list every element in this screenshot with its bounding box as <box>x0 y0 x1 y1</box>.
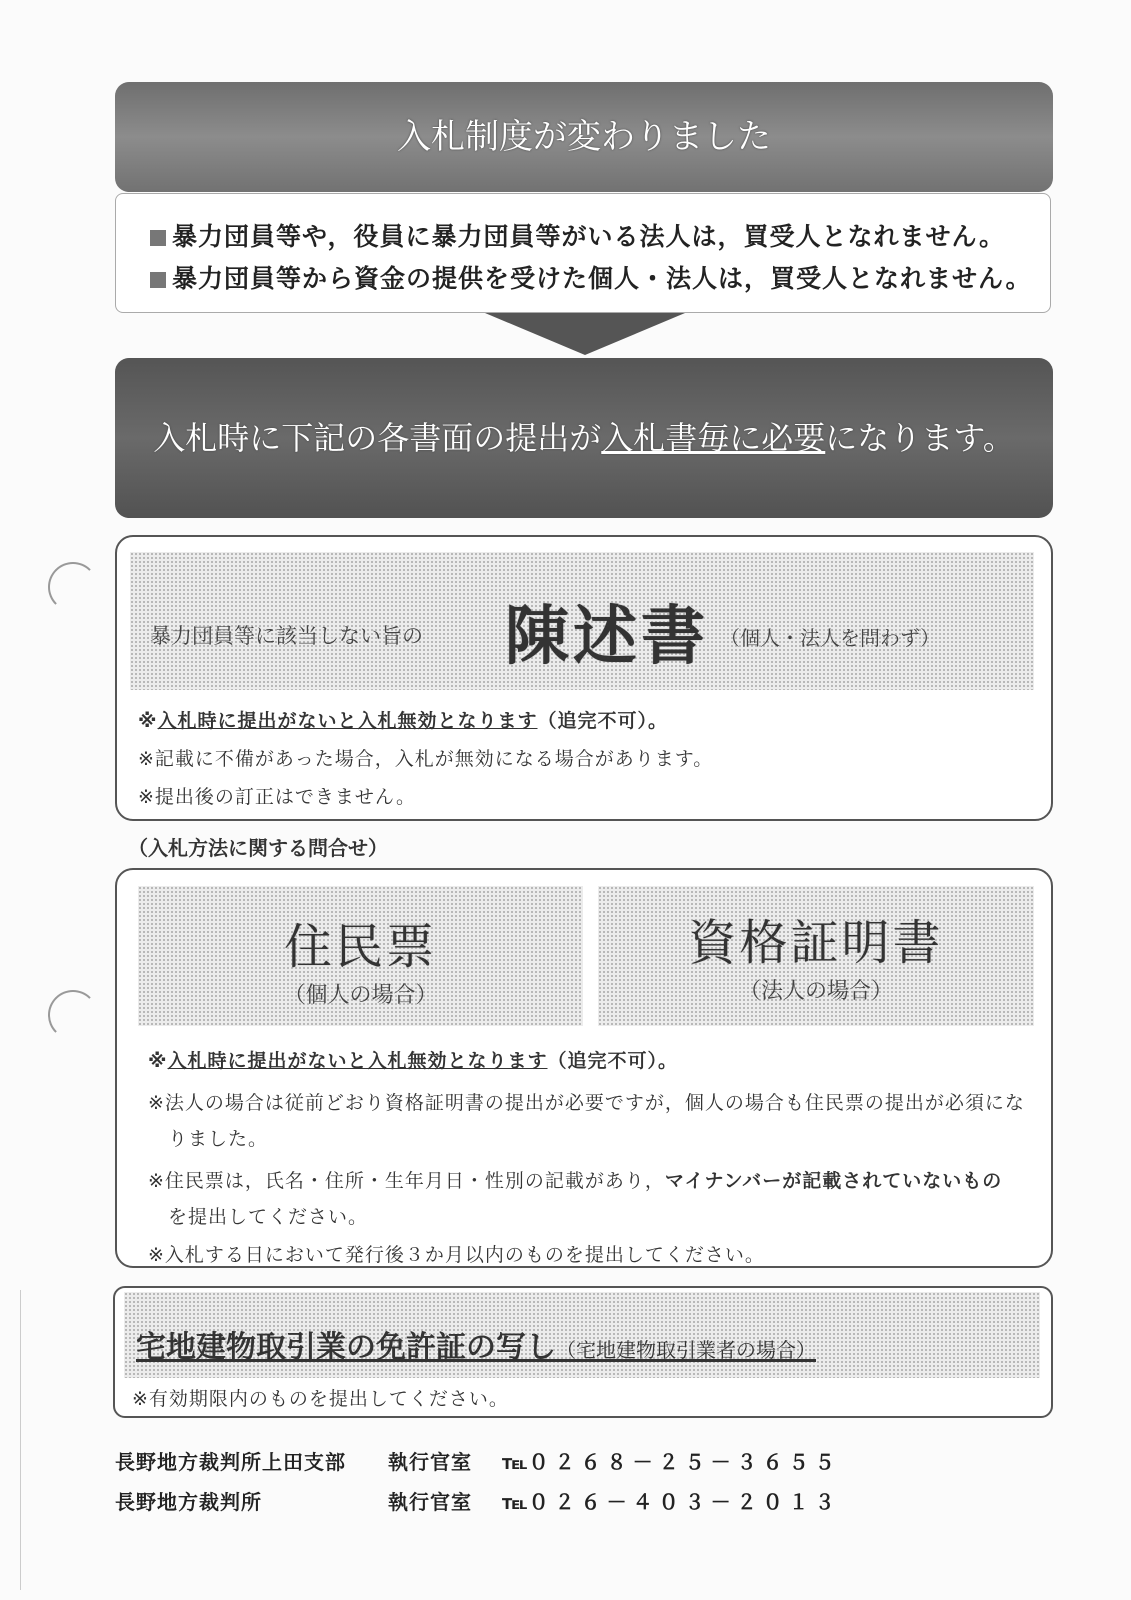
certificate-note-3b: を提出してください。 <box>168 1206 369 1228</box>
headline-title: 入札制度が変わりました <box>397 117 771 157</box>
requirement-emphasis: 入札書毎に必要 <box>601 419 826 457</box>
contact-phone: ℡０２６－４０３－２０１３ <box>502 1490 841 1514</box>
certificate-note-1: ※入札時に提出がないと入札無効となります（追完不可）。 <box>148 1050 679 1072</box>
down-arrow-icon <box>485 313 685 355</box>
rule-text-1: 暴力団員等や，役員に暴力団員等がいる法人は，買受人となれません。 <box>172 222 1006 251</box>
square-bullet-icon <box>150 230 166 246</box>
qualification-cert-scope: （法人の場合） <box>738 979 893 1004</box>
contact-office: 長野地方裁判所上田支部 <box>115 1450 346 1474</box>
contact-row <box>115 1446 346 1475</box>
qualification-cert-title: 資格証明書 <box>688 915 944 971</box>
contact-office: 長野地方裁判所 <box>115 1490 262 1514</box>
rule-text-2: 暴力団員等から資金の提供を受けた個人・法人は，買受人となれません。 <box>172 264 1032 293</box>
certificate-note-2b: りました。 <box>168 1128 269 1150</box>
statement-title: 陳述書 <box>505 600 709 674</box>
punch-hole-mark <box>48 562 98 612</box>
statement-note-3: ※提出後の訂正はできません。 <box>138 786 417 808</box>
requirement-pre: 入札時に下記の各書面の提出が <box>153 419 602 457</box>
headline-banner <box>115 82 1053 192</box>
requirement-post: になります。 <box>825 419 1015 457</box>
inquiry-heading: （入札方法に関する問合せ） <box>128 836 388 860</box>
resident-record-scope: （個人の場合） <box>283 983 438 1008</box>
statement-note-1: ※入札時に提出がないと入札無効となります（追完不可）。 <box>138 710 669 732</box>
scan-edge-line <box>20 1290 21 1590</box>
resident-record-title: 住民票 <box>283 919 437 975</box>
contact-phone: ℡０２６８－２５－３６５５ <box>502 1450 841 1474</box>
resident-record-panel <box>138 886 583 1026</box>
license-title: 宅地建物取引業の免許証の写し（宅地建物取引業者の場合） <box>136 1330 816 1365</box>
rule-line-2 <box>150 258 1050 300</box>
contact-dept: 執行官室 <box>388 1450 472 1474</box>
certificate-note-4: ※入札する日において発行後３か月以内のものを提出してください。 <box>148 1244 765 1266</box>
statement-scope: （個人・法人を問わず） <box>720 626 940 650</box>
punch-hole-mark <box>48 990 98 1040</box>
certificate-note-2a: ※法人の場合は従前どおり資格証明書の提出が必要ですが，個人の場合も住民票の提出が必須にな <box>148 1092 1025 1114</box>
rule-line-1 <box>150 216 1050 258</box>
rule-change-box <box>115 193 1051 313</box>
contact-row <box>115 1486 262 1515</box>
square-bullet-icon <box>150 272 166 288</box>
requirement-banner <box>115 358 1053 518</box>
statement-note-2: ※記載に不備があった場合，入札が無効になる場合があります。 <box>138 748 714 770</box>
qualification-cert-panel <box>598 886 1034 1026</box>
certificate-note-3a: ※住民票は，氏名・住所・生年月日・性別の記載があり，マイナンバーが記載されていないもの <box>148 1170 1003 1192</box>
license-note: ※有効期限内のものを提出してください。 <box>132 1388 509 1410</box>
contact-dept: 執行官室 <box>388 1490 472 1514</box>
statement-lead: 暴力団員等に該当しない旨の <box>150 624 423 648</box>
